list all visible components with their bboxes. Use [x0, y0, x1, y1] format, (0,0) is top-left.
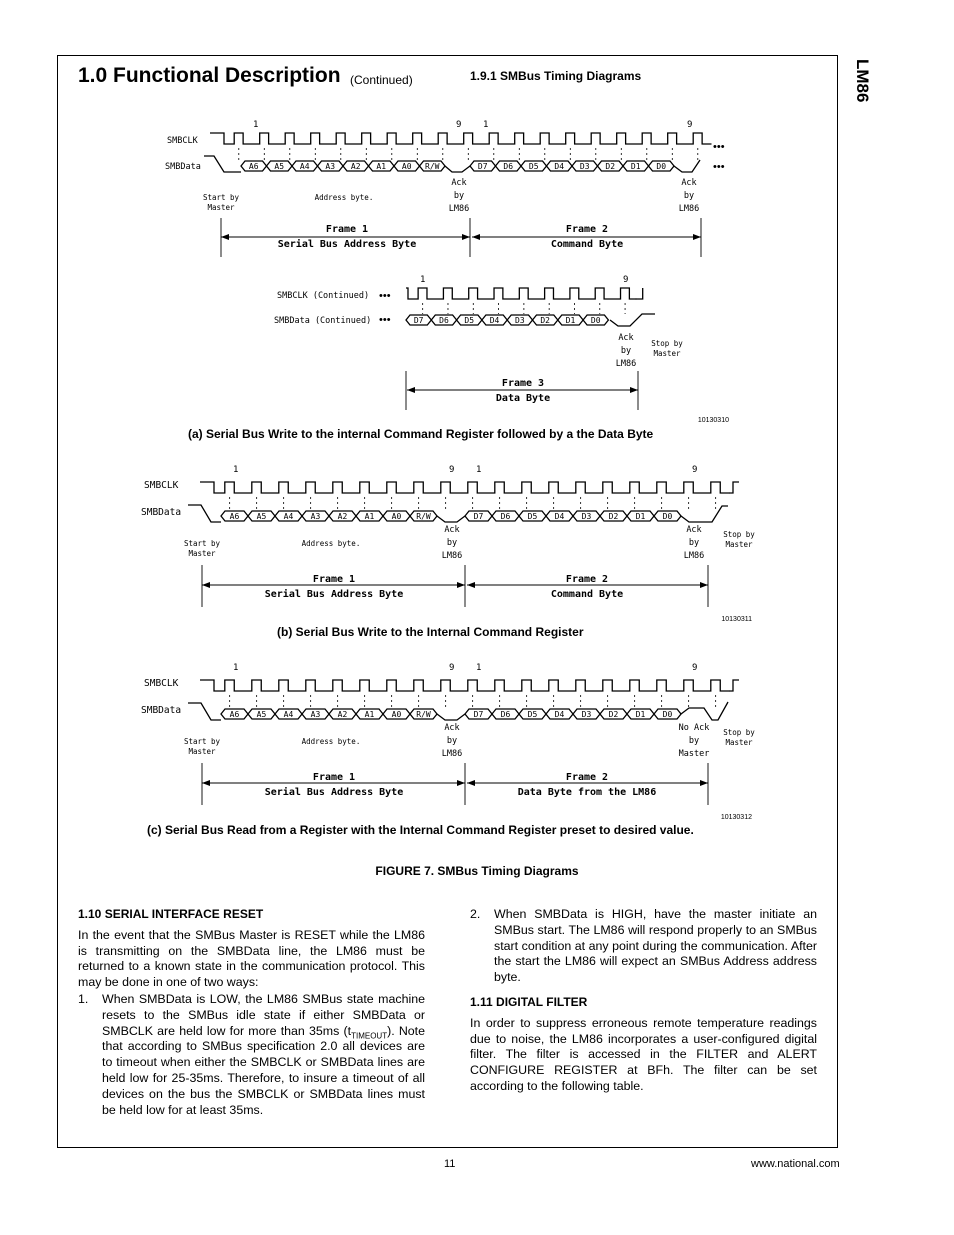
- ack-note: by: [446, 736, 458, 746]
- arrowhead-right: [693, 234, 701, 240]
- smbclk-label: SMBCLK: [167, 136, 198, 146]
- bit-label: D1: [635, 710, 646, 719]
- ack-note: Ack: [681, 178, 697, 188]
- ack-note: LM86: [678, 204, 700, 214]
- bit-label: D6: [500, 512, 511, 521]
- smbdata-cont-label: SMBData (Continued): [274, 316, 372, 326]
- right-column: [470, 907, 817, 1095]
- ack-note: Ack: [444, 525, 460, 535]
- ack-note: by: [446, 538, 458, 548]
- bit-label: A2: [337, 710, 348, 719]
- bit-label: D4: [554, 162, 565, 171]
- start-note: Start by: [183, 539, 221, 548]
- arrowhead-left: [407, 387, 415, 393]
- bit-label: D1: [630, 162, 641, 171]
- bit-label: A3: [310, 512, 321, 521]
- stop-note: Stop by: [723, 530, 755, 539]
- noack-note: by: [688, 736, 700, 746]
- bit-label: D5: [528, 162, 539, 171]
- frame1-label: Frame 1: [325, 224, 369, 235]
- arrowhead-left: [472, 234, 480, 240]
- smbclk-label: SMBCLK: [144, 678, 179, 689]
- arrowhead-left: [202, 780, 210, 786]
- smbclk-waveform: [200, 482, 729, 493]
- list-item-2: [470, 907, 817, 986]
- smbdata-label: SMBData: [165, 162, 201, 172]
- bit-label: A4: [299, 162, 310, 171]
- item1-text-a: When SMBData is LOW, the LM86 SMBus state machine resets to the SMBus idle state if either SMBData or SMBCLK are held low for more than 35ms (t: [102, 991, 425, 1038]
- ack-note: Ack: [618, 333, 634, 343]
- bit-number: 9: [449, 663, 455, 673]
- bit-label: D0: [662, 710, 673, 719]
- start-note: Start by: [202, 193, 240, 202]
- figure-id: 10130310: [697, 417, 729, 424]
- arrowhead-left: [221, 234, 229, 240]
- arrowhead-left: [202, 582, 210, 588]
- start-condition-waveform: [204, 156, 241, 172]
- ack-note: by: [683, 191, 695, 201]
- left-column: [78, 907, 425, 1118]
- ack-slot: [437, 516, 465, 522]
- arrowhead-right: [462, 234, 470, 240]
- bit-label: A0: [391, 710, 402, 719]
- continuation-dots: •••: [713, 161, 725, 173]
- ack-slot: [445, 166, 470, 172]
- ack-note: Ack: [451, 178, 467, 188]
- ack-note: by: [453, 191, 465, 201]
- frame3-label: Frame 3: [501, 378, 545, 389]
- ack-note: by: [688, 538, 700, 548]
- timeout-subscript: TIMEOUT: [351, 1031, 388, 1041]
- filter-heading: 1.11 DIGITAL FILTER: [470, 994, 588, 1009]
- bit-number: 9: [687, 120, 693, 130]
- bit-label: A5: [256, 512, 267, 521]
- page-title: 1.0 Functional Description: [78, 64, 341, 87]
- bit-label: D2: [540, 316, 550, 325]
- bit-label: A5: [256, 710, 267, 719]
- bit-label: D0: [662, 512, 673, 521]
- bit-number: 1: [420, 275, 426, 285]
- item1-text-b: ). Note that according to SMBus specification 2.0 all devices are to timeout when either the SMBCLK or SMBData lines are held low for 25-35ms. Therefore, to insure a timeout of all devices on the bus the SMBCLK or SMBData lines must be held low for at least 35ms.: [102, 1023, 426, 1117]
- caption-c: (c) Serial Bus Read from a Register with the Internal Command Register preset to desired value.: [147, 823, 694, 837]
- address-note: Address byte.: [301, 539, 361, 548]
- continuation-dots: •••: [379, 290, 391, 302]
- frame2-label: Frame 2: [565, 574, 609, 585]
- frame2-label: Frame 2: [565, 772, 609, 783]
- bit-label: A3: [310, 710, 321, 719]
- stop-condition-waveform: [610, 314, 655, 326]
- bit-label: D1: [565, 316, 576, 325]
- bit-label: D3: [579, 162, 590, 171]
- smbclk-label: SMBCLK: [144, 480, 179, 491]
- stop-note: Stop by: [723, 728, 755, 737]
- bit-label: A3: [325, 162, 336, 171]
- frame1-label: Frame 1: [312, 772, 356, 783]
- bit-label: D1: [635, 512, 646, 521]
- bit-label: D7: [473, 512, 484, 521]
- bit-label: D0: [590, 316, 601, 325]
- bit-label: D4: [554, 512, 565, 521]
- bit-label: D4: [489, 316, 500, 325]
- ack-note: LM86: [615, 359, 637, 369]
- bit-label: D5: [527, 710, 538, 719]
- bit-label: D7: [473, 710, 484, 719]
- arrowhead-right: [700, 582, 708, 588]
- bit-label: D3: [515, 316, 525, 325]
- bit-label: D3: [581, 512, 592, 521]
- website-link[interactable]: www.national.com: [751, 1158, 840, 1170]
- continuation-dots: •••: [379, 314, 391, 326]
- bit-label: A2: [337, 512, 348, 521]
- bit-number: 9: [692, 663, 698, 673]
- ack-note: Ack: [686, 525, 702, 535]
- frame1-label: Serial Bus Address Byte: [264, 589, 404, 600]
- bit-number: 1: [483, 120, 489, 130]
- noack-note: No Ack: [678, 723, 710, 733]
- bit-label: A4: [283, 512, 294, 521]
- bit-label: D7: [413, 316, 424, 325]
- arrowhead-left: [467, 582, 475, 588]
- bit-label: A2: [350, 162, 361, 171]
- list-number: 1.: [78, 991, 89, 1006]
- arrowhead-right: [457, 780, 465, 786]
- bit-label: A6: [229, 512, 240, 521]
- ack-note: by: [620, 346, 632, 356]
- frame1-label: Serial Bus Address Byte: [277, 239, 417, 250]
- stop-condition-waveform: [681, 506, 728, 522]
- list-number: 2.: [470, 907, 481, 921]
- ack-note: LM86: [441, 551, 463, 561]
- arrowhead-left: [467, 780, 475, 786]
- ack-note: LM86: [683, 551, 705, 561]
- start-note: Master: [188, 549, 216, 558]
- start-condition-waveform: [188, 505, 221, 522]
- frame1-label: Frame 1: [312, 574, 356, 585]
- bit-label: D5: [527, 512, 538, 521]
- bit-label: A5: [274, 162, 285, 171]
- frame2-label: Command Byte: [550, 239, 624, 250]
- bit-label: D2: [608, 710, 619, 719]
- ack-note: LM86: [441, 749, 463, 759]
- ack-slot: [437, 714, 465, 720]
- bit-number: 1: [253, 120, 259, 130]
- reset-intro: In the event that the SMBus Master is RESET while the LM86 is transmitting on the SMBData line, the LM86 must be returned to a known state in the communication protocol. This may be done in one of two ways:: [78, 927, 425, 990]
- bit-label: A0: [401, 162, 412, 171]
- bit-label: D6: [500, 710, 511, 719]
- frame2-label: Data Byte from the LM86: [517, 787, 657, 798]
- figure-id: 10130312: [720, 814, 752, 821]
- bit-label: D7: [477, 162, 488, 171]
- frame2-label: Frame 2: [565, 224, 609, 235]
- ack-slot: [674, 160, 700, 172]
- page-number: 11: [444, 1158, 456, 1170]
- stop-clock-waveform: [729, 680, 739, 691]
- bit-label: R/W: [416, 710, 431, 719]
- start-condition-waveform: [188, 703, 221, 720]
- noack-stop-waveform: [681, 702, 728, 720]
- bit-label: A1: [376, 162, 387, 171]
- bit-label: D0: [656, 162, 667, 171]
- stop-note: Stop by: [651, 339, 683, 348]
- bit-number: 9: [623, 275, 629, 285]
- bit-label: D6: [503, 162, 514, 171]
- figure-title: FIGURE 7. SMBus Timing Diagrams: [375, 864, 579, 878]
- noack-note: Master: [678, 749, 710, 759]
- bit-label: A6: [229, 710, 240, 719]
- bit-label: D6: [439, 316, 449, 325]
- bit-label: D2: [608, 512, 619, 521]
- bit-number: 1: [233, 663, 239, 673]
- bit-label: D3: [581, 710, 592, 719]
- bit-number: 9: [692, 465, 698, 475]
- bit-number: 9: [449, 465, 455, 475]
- arrowhead-right: [700, 780, 708, 786]
- bit-label: D5: [464, 316, 475, 325]
- caption-a: (a) Serial Bus Write to the internal Command Register followed by a the Data Byte: [188, 427, 654, 441]
- bit-number: 9: [456, 120, 462, 130]
- ack-note: Ack: [444, 723, 460, 733]
- bit-label: A1: [364, 710, 375, 719]
- stop-note: Master: [725, 540, 753, 549]
- stop-note: Master: [653, 349, 681, 358]
- arrowhead-right: [630, 387, 638, 393]
- filter-body: In order to suppress erroneous remote temperature readings due to noise, the LM86 incorporates a user-configured digital filter. The filter is accessed in the FILTER and ALERT CONFIGURE REGISTER at BFh. The filter can be set according to the following table.: [470, 1015, 817, 1093]
- continued-label: (Continued): [350, 73, 413, 87]
- stop-clock-waveform: [636, 288, 643, 299]
- ack-note: LM86: [448, 204, 470, 214]
- smbclk-waveform: [210, 133, 712, 144]
- bit-label: A0: [391, 512, 402, 521]
- item2-text: When SMBData is HIGH, have the master initiate an SMBus start. The LM86 will respond properly to an SMBus start condition at any point during the communication. After the start the LM86 will expect an SMBus Address address byte.: [494, 907, 817, 985]
- frame1-label: Serial Bus Address Byte: [264, 787, 404, 798]
- smbclk-cont-waveform: [406, 288, 636, 299]
- smbdata-label: SMBData: [141, 705, 182, 716]
- stop-clock-waveform: [729, 482, 739, 493]
- bit-number: 1: [476, 663, 482, 673]
- caption-b: (b) Serial Bus Write to the Internal Command Register: [277, 625, 584, 639]
- start-note: Start by: [183, 737, 221, 746]
- bit-number: 1: [233, 465, 239, 475]
- smbclk-cont-label: SMBCLK (Continued): [277, 291, 370, 301]
- continuation-dots: •••: [713, 141, 725, 153]
- list-item-1: [78, 992, 425, 1118]
- stop-note: Master: [725, 738, 753, 747]
- section-heading: 1.9.1 SMBus Timing Diagrams: [470, 69, 642, 83]
- bit-label: D2: [605, 162, 616, 171]
- address-note: Address byte.: [314, 193, 374, 202]
- bit-label: A1: [364, 512, 375, 521]
- address-note: Address byte.: [301, 737, 361, 746]
- smbdata-label: SMBData: [141, 507, 182, 518]
- bit-label: R/W: [425, 162, 440, 171]
- start-note: Master: [188, 747, 216, 756]
- side-tab-label: LM86: [853, 59, 872, 103]
- bit-label: R/W: [416, 512, 431, 521]
- frame3-label: Data Byte: [495, 393, 551, 404]
- smbclk-waveform: [200, 680, 729, 691]
- figure-id: 10130311: [721, 616, 752, 623]
- bit-label: A6: [248, 162, 259, 171]
- bit-label: A4: [283, 710, 294, 719]
- arrowhead-right: [457, 582, 465, 588]
- bit-label: D4: [554, 710, 565, 719]
- reset-heading: 1.10 SERIAL INTERFACE RESET: [78, 907, 264, 921]
- bit-number: 1: [476, 465, 482, 475]
- start-note: Master: [207, 203, 235, 212]
- frame2-label: Command Byte: [550, 589, 624, 600]
